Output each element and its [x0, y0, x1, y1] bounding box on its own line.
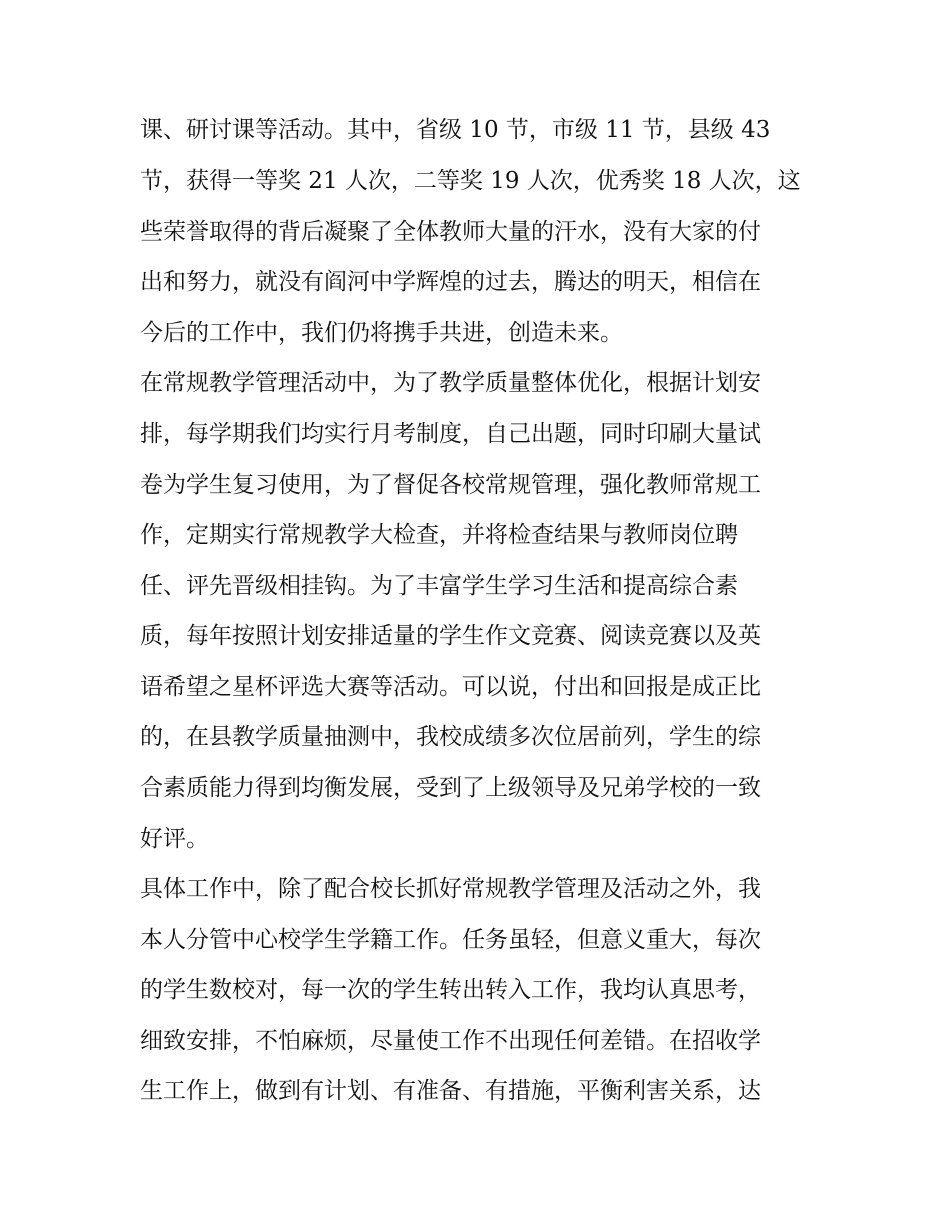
text-line: 排，每学期我们均实行月考制度，自己出题，同时印刷大量试 [140, 421, 761, 447]
text-line: 合素质能力得到均衡发展，受到了上级领导及兄弟学校的一致 [140, 775, 761, 801]
text-line: 出和努力，就没有阎河中学辉煌的过去，腾达的明天，相信在 [140, 269, 761, 295]
text-line: 好评。 [140, 826, 209, 852]
text-line: 细致安排，不怕麻烦，尽量使工作不出现任何差错。在招收学 [140, 1028, 761, 1054]
text-line: 质，每年按照计划安排适量的学生作文竞赛、阅读竞赛以及英 [140, 623, 761, 649]
text-line: 生工作上，做到有计划、有准备、有措施，平衡利害关系，达 [140, 1078, 761, 1104]
text-line: 任、评先晋级相挂钩。为了丰富学生学习生活和提高综合素 [140, 573, 738, 599]
text-line: 的学生数校对，每一次的学生转出转入工作，我均认真思考， [140, 977, 761, 1003]
text-line: 节，获得一等奖 21 人次，二等奖 19 人次，优秀奖 18 人次，这 [140, 168, 801, 194]
text-line: 语希望之星杯评选大赛等活动。可以说，付出和回报是成正比 [140, 674, 761, 700]
text-line: 作，定期实行常规教学大检查，并将检查结果与教师岗位聘 [140, 522, 738, 548]
text-line: 些荣誉取得的背后凝聚了全体教师大量的汗水，没有大家的付 [140, 219, 761, 245]
text-line: 在常规教学管理活动中，为了教学质量整体优化，根据计划安 [140, 370, 761, 396]
text-line: 卷为学生复习使用，为了督促各校常规管理，强化教师常规工 [140, 472, 761, 498]
text-line: 的，在县教学质量抽测中，我校成绩多次位居前列，学生的综 [140, 724, 761, 750]
text-line: 具体工作中，除了配合校长抓好常规教学管理及活动之外，我 [140, 876, 761, 902]
text-line: 本人分管中心校学生学籍工作。任务虽轻，但意义重大，每次 [140, 927, 761, 953]
text-line: 今后的工作中，我们仍将携手共进，创造未来。 [140, 320, 623, 346]
text-line: 课、研讨课等活动。其中，省级 10 节，市级 11 节，县级 43 [140, 117, 771, 143]
